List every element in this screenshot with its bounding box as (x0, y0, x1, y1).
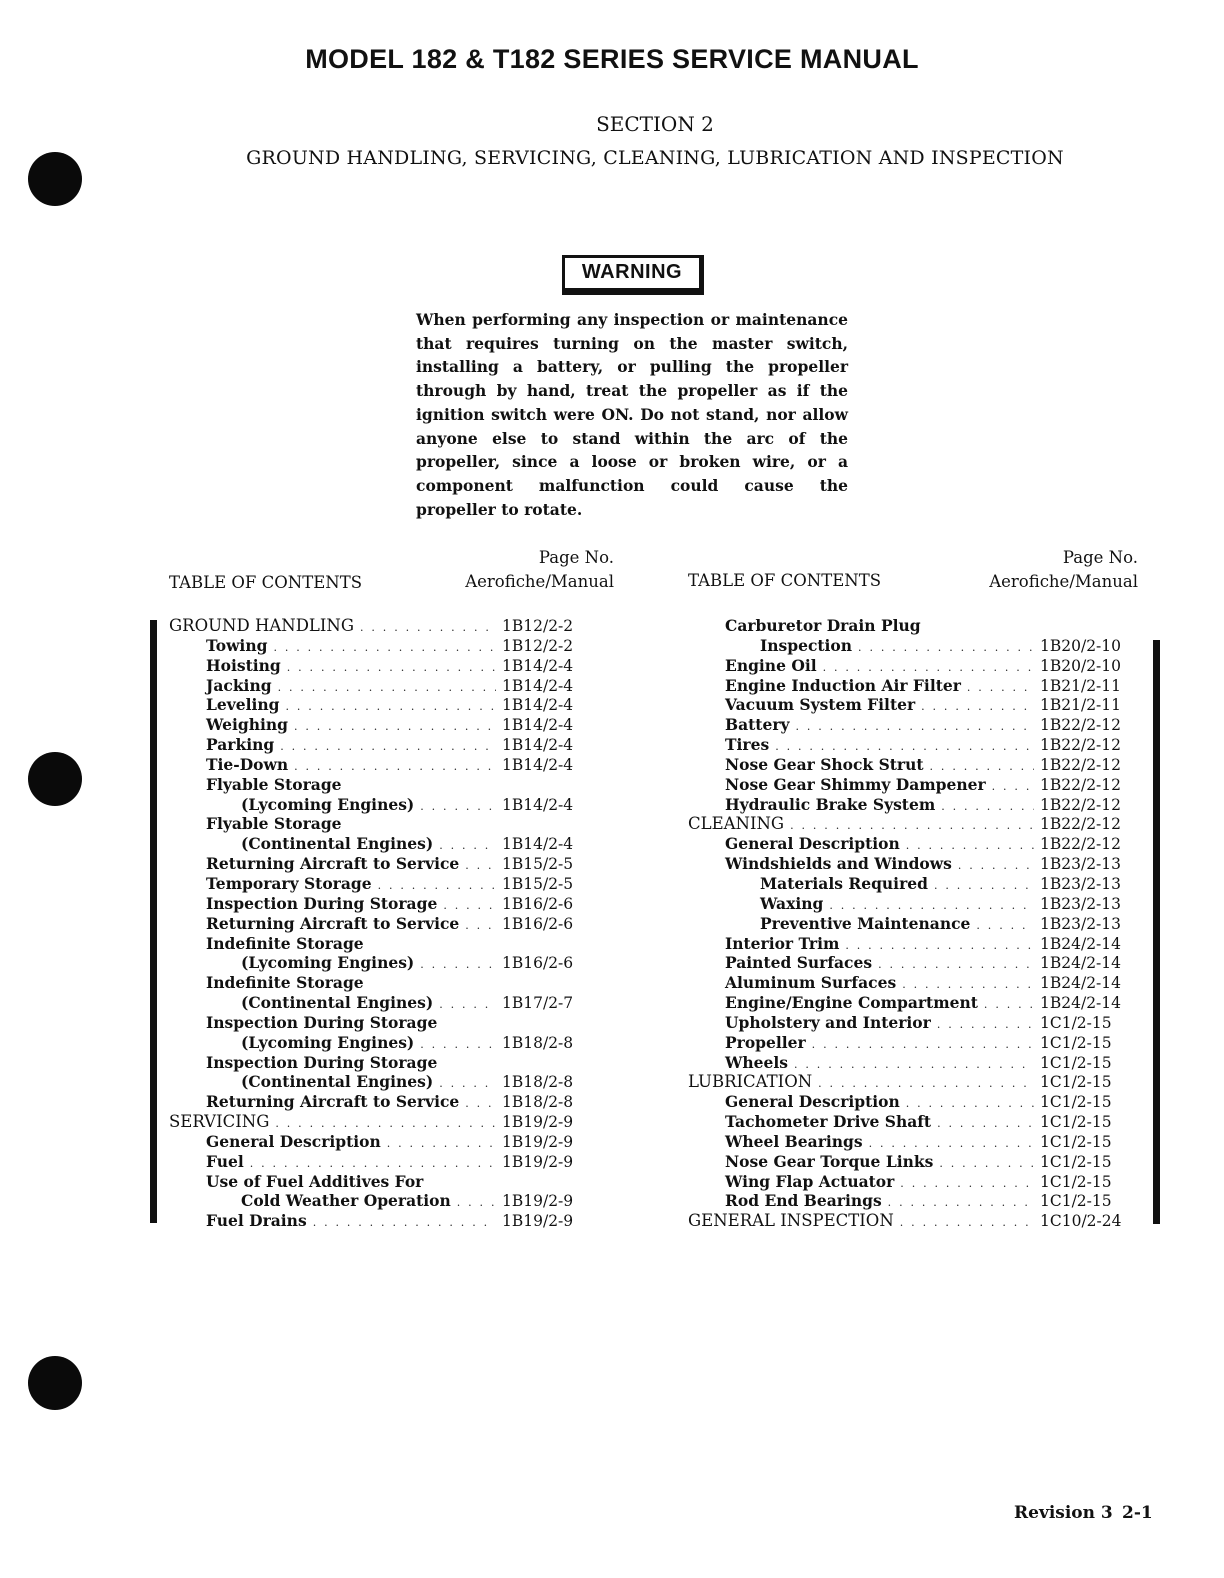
dot-leader (921, 697, 1034, 717)
toc-left-list (169, 616, 594, 1231)
toc-entry (688, 1013, 1124, 1033)
dot-leader (984, 995, 1034, 1015)
aerofiche-manual-label: Aerofiche/Manual (465, 572, 614, 591)
dot-leader (286, 697, 496, 717)
toc-entry-page: 1B24/2-14 (1040, 954, 1122, 973)
toc-entry (688, 934, 1124, 954)
toc-entry (169, 1152, 594, 1172)
toc-entry-label: Temporary Storage (206, 873, 372, 893)
toc-entry (169, 834, 594, 854)
revision-label: Revision 3 (1014, 1503, 1113, 1523)
dot-leader (858, 638, 1034, 658)
toc-entry-label: Use of Fuel Additives For (206, 1171, 424, 1191)
toc-entry-page: 1C1/2-15 (1040, 1172, 1112, 1191)
toc-entry-label: Tie-Down (206, 754, 289, 774)
toc-entry-label: Nose Gear Shock Strut (725, 754, 924, 774)
toc-entry-label: Fuel (206, 1151, 244, 1171)
dot-leader (794, 1055, 1034, 1075)
dot-leader (278, 678, 496, 698)
toc-entry-label: Wheel Bearings (725, 1131, 863, 1151)
dot-leader (900, 1213, 1034, 1233)
toc-entry (169, 676, 594, 696)
dot-leader (360, 618, 496, 638)
toc-entry-label: Wing Flap Actuator (725, 1171, 895, 1191)
toc-entry (169, 1132, 594, 1152)
dot-leader (967, 678, 1034, 698)
toc-entry-page: 1C1/2-15 (1040, 1132, 1112, 1151)
toc-entry (688, 636, 1124, 656)
toc-entry-label: (Lycoming Engines) (241, 1032, 415, 1052)
toc-entry-page: 1B14/2-4 (502, 736, 574, 755)
toc-entry-page: 1B24/2-14 (1040, 994, 1122, 1013)
toc-entry-label: Parking (206, 735, 275, 755)
toc-entry (688, 795, 1124, 815)
toc-entry-page: 1C1/2-15 (1040, 1053, 1112, 1072)
toc-left-heading: TABLE OF CONTENTS (169, 573, 362, 592)
toc-entry-label: (Continental Engines) (241, 993, 434, 1013)
toc-entry (688, 993, 1124, 1013)
dot-leader (937, 1015, 1034, 1035)
toc-entry-label: Rod End Bearings (725, 1191, 882, 1211)
toc-entry-page: 1B22/2-12 (1040, 736, 1122, 755)
toc-entry-page: 1C1/2-15 (1040, 1013, 1112, 1032)
toc-entry-label: Propeller (725, 1032, 806, 1052)
toc-entry-page: 1C1/2-15 (1040, 1073, 1112, 1092)
toc-entry (169, 914, 594, 934)
toc-entry-label: Cold Weather Operation (241, 1191, 451, 1211)
toc-entry-label: GENERAL INSPECTION (688, 1211, 894, 1231)
toc-entry-label: Preventive Maintenance (760, 913, 971, 933)
manual-title: MODEL 182 & T182 SERIES SERVICE MANUAL (305, 44, 919, 74)
toc-right-heading: TABLE OF CONTENTS (688, 571, 881, 590)
dot-leader (878, 955, 1034, 975)
toc-entry-label: Upholstery and Interior (725, 1012, 931, 1032)
toc-entry-page: 1B14/2-4 (502, 656, 574, 675)
toc-entry-label: Engine Induction Air Filter (725, 675, 961, 695)
toc-entry (169, 993, 594, 1013)
toc-entry-page: 1C1/2-15 (1040, 1152, 1112, 1171)
toc-entry (169, 894, 594, 914)
page-no-label: Page No. (1062, 548, 1138, 567)
toc-entry-page: 1C1/2-15 (1040, 1033, 1112, 1052)
toc-entry (169, 953, 594, 973)
toc-entry-page: 1B14/2-4 (502, 795, 574, 814)
toc-entry-page: 1B22/2-12 (1040, 795, 1122, 814)
dot-leader (465, 916, 496, 936)
toc-entry-page: 1B12/2-2 (502, 617, 574, 635)
toc-entry-label: Indefinite Storage (206, 933, 364, 953)
toc-entry (169, 735, 594, 755)
toc-entry (688, 715, 1124, 735)
toc-entry-label: Engine Oil (725, 655, 817, 675)
toc-entry-label: CLEANING (688, 814, 785, 834)
toc-entry-page: 1B22/2-12 (1040, 755, 1122, 774)
toc-entry-label: GROUND HANDLING (169, 616, 355, 635)
toc-entry (688, 1092, 1124, 1112)
toc-entry-page: 1C1/2-15 (1040, 1093, 1112, 1112)
toc-entry-label: Fuel Drains (206, 1211, 307, 1231)
dot-leader (796, 717, 1035, 737)
toc-entry-label: Engine/Engine Compartment (725, 993, 978, 1013)
toc-entry (169, 795, 594, 815)
toc-entry-page: 1B19/2-9 (502, 1212, 574, 1231)
toc-entry-page: 1B20/2-10 (1040, 656, 1122, 675)
toc-entry (169, 1191, 594, 1211)
toc-entry-label: Carburetor Drain Plug (725, 616, 921, 635)
toc-entry-page: 1B14/2-4 (502, 696, 574, 715)
revision-bar-right (1153, 640, 1160, 1224)
toc-entry (169, 695, 594, 715)
toc-entry-page: 1B15/2-5 (502, 855, 574, 874)
dot-leader (812, 1035, 1034, 1055)
dot-leader (888, 1193, 1034, 1213)
toc-entry-page: 1B19/2-9 (502, 1113, 574, 1132)
binder-hole-middle (28, 752, 82, 806)
toc-entry (169, 1033, 594, 1053)
toc-entry-label: Nose Gear Shimmy Dampener (725, 774, 986, 794)
toc-entry-label: Returning Aircraft to Service (206, 854, 460, 874)
toc-entry-label: SERVICING (169, 1112, 270, 1132)
toc-entry-label: Leveling (206, 695, 280, 715)
toc-entry-page: 1B22/2-12 (1040, 716, 1122, 735)
toc-entry-label: Returning Aircraft to Service (206, 913, 460, 933)
toc-entry (688, 854, 1124, 874)
toc-entry-page: 1B18/2-8 (502, 1073, 574, 1092)
toc-entry-label: Waxing (760, 893, 824, 913)
toc-entry-label: Tires (725, 735, 770, 755)
dot-leader (439, 995, 496, 1015)
dot-leader (976, 916, 1034, 936)
toc-entry-label: Flyable Storage (206, 814, 342, 834)
toc-entry (169, 1013, 594, 1033)
toc-entry (688, 1172, 1124, 1192)
toc-entry-label: Hoisting (206, 655, 281, 675)
toc-entry (688, 814, 1124, 834)
toc-entry-page: 1B19/2-9 (502, 1152, 574, 1171)
toc-entry-page: 1C1/2-15 (1040, 1113, 1112, 1132)
toc-entry-label: Inspection During Storage (206, 893, 438, 913)
toc-entry-label: Towing (206, 635, 268, 655)
dot-leader (287, 658, 496, 678)
toc-entry-page: 1B16/2-6 (502, 914, 574, 933)
dot-leader (941, 797, 1034, 817)
toc-entry (169, 814, 594, 834)
dot-leader (294, 717, 496, 737)
toc-right-page-heading (970, 546, 1138, 594)
page-number: 2-1 (1122, 1503, 1153, 1523)
toc-entry-page: 1B24/2-14 (1040, 934, 1122, 953)
dot-leader (939, 1154, 1034, 1174)
toc-entry-label: Returning Aircraft to Service (206, 1092, 460, 1112)
toc-entry-label: Vacuum System Filter (725, 695, 916, 715)
toc-entry (688, 775, 1124, 795)
toc-entry-label: LUBRICATION (688, 1072, 813, 1092)
toc-entry (169, 755, 594, 775)
dot-leader (937, 1114, 1034, 1134)
toc-entry-page: 1C10/2-24 (1040, 1212, 1122, 1231)
toc-entry (688, 914, 1124, 934)
toc-entry (169, 1072, 594, 1092)
toc-entry-label: Indefinite Storage (206, 973, 364, 993)
toc-entry (688, 894, 1124, 914)
page-no-label: Page No. (538, 548, 614, 567)
revision-bar-left (150, 620, 157, 1223)
toc-entry (169, 934, 594, 954)
toc-entry (169, 874, 594, 894)
toc-entry (169, 973, 594, 993)
toc-entry (688, 1152, 1124, 1172)
toc-entry-page: 1B12/2-2 (502, 636, 574, 655)
toc-entry (169, 616, 594, 636)
toc-entry-label: Interior Trim (725, 933, 840, 953)
toc-entry-label: Aluminum Surfaces (725, 973, 897, 993)
toc-entry (169, 1211, 594, 1231)
toc-entry-page: 1B18/2-8 (502, 1033, 574, 1052)
toc-entry (688, 616, 1124, 636)
toc-entry (169, 854, 594, 874)
toc-entry (169, 656, 594, 676)
toc-entry (169, 1092, 594, 1112)
section-number: SECTION 2 (596, 112, 714, 136)
toc-entry-page: 1B14/2-4 (502, 676, 574, 695)
toc-entry (688, 755, 1124, 775)
dot-leader (992, 777, 1034, 797)
dot-leader (313, 1213, 496, 1233)
toc-entry-label: Inspection During Storage (206, 1012, 438, 1032)
toc-entry-page: 1B14/2-4 (502, 755, 574, 774)
toc-entry-label: Materials Required (760, 873, 928, 893)
toc-entry-label: Weighing (206, 715, 288, 735)
dot-leader (845, 936, 1034, 956)
toc-right-list (688, 616, 1124, 1231)
toc-entry-label: Battery (725, 715, 790, 735)
toc-entry-page: 1B23/2-13 (1040, 914, 1122, 933)
toc-entry-label: (Lycoming Engines) (241, 794, 415, 814)
toc-entry-page: 1B21/2-11 (1040, 696, 1122, 715)
toc-entry (688, 1132, 1124, 1152)
toc-entry-label: Tachometer Drive Shaft (725, 1112, 932, 1132)
toc-entry-page: 1B17/2-7 (502, 994, 574, 1013)
dot-leader (457, 1193, 496, 1213)
toc-entry-page: 1B23/2-13 (1040, 894, 1122, 913)
toc-entry-page: 1B24/2-14 (1040, 974, 1122, 993)
toc-entry (169, 636, 594, 656)
toc-entry (169, 715, 594, 735)
toc-entry (688, 973, 1124, 993)
toc-entry-page: 1B14/2-4 (502, 835, 574, 854)
toc-entry-label: Nose Gear Torque Links (725, 1151, 934, 1171)
dot-leader (273, 638, 496, 658)
toc-entry (688, 834, 1124, 854)
toc-entry-label: Inspection During Storage (206, 1052, 438, 1072)
toc-entry-label: (Lycoming Engines) (241, 953, 415, 973)
toc-entry-page: 1B22/2-12 (1040, 775, 1122, 794)
toc-entry-page: 1B16/2-6 (502, 894, 574, 913)
dot-leader (280, 737, 496, 757)
toc-entry-label: Painted Surfaces (725, 953, 873, 973)
dot-leader (465, 856, 496, 876)
toc-entry (688, 1072, 1124, 1092)
toc-entry-label: General Description (725, 834, 900, 854)
dot-leader (900, 1174, 1034, 1194)
toc-entry (688, 656, 1124, 676)
toc-entry (688, 1211, 1124, 1231)
toc-entry-page: 1B20/2-10 (1040, 636, 1122, 655)
toc-entry-page: 1B18/2-8 (502, 1093, 574, 1112)
toc-entry (169, 1112, 594, 1132)
toc-entry-page: 1B23/2-13 (1040, 874, 1122, 893)
toc-entry-page: 1B15/2-5 (502, 874, 574, 893)
toc-entry-page: 1B19/2-9 (502, 1132, 574, 1151)
toc-entry-page: 1B22/2-12 (1040, 815, 1122, 834)
toc-entry (169, 775, 594, 795)
dot-leader (420, 797, 496, 817)
toc-entry-label: (Continental Engines) (241, 1072, 434, 1092)
toc-entry (169, 1172, 594, 1192)
toc-entry (688, 953, 1124, 973)
toc-entry (688, 1112, 1124, 1132)
toc-entry-label: Windshields and Windows (725, 854, 952, 874)
toc-entry (688, 874, 1124, 894)
toc-entry (688, 1033, 1124, 1053)
dot-leader (934, 876, 1034, 896)
dot-leader (387, 1134, 496, 1154)
toc-entry (688, 695, 1124, 715)
toc-entry (688, 735, 1124, 755)
toc-entry (688, 676, 1124, 696)
toc-entry-page: 1C1/2-15 (1040, 1192, 1112, 1211)
binder-hole-bottom (28, 1356, 82, 1410)
dot-leader (420, 955, 496, 975)
dot-leader (958, 856, 1034, 876)
section-title: GROUND HANDLING, SERVICING, CLEANING, LUBRICATION AND INSPECTION (246, 147, 1064, 169)
toc-entry-label: Flyable Storage (206, 774, 342, 794)
toc-entry-page: 1B14/2-4 (502, 716, 574, 735)
warning-label: WARNING (562, 255, 704, 295)
toc-entry-page: 1B23/2-13 (1040, 855, 1122, 874)
toc-entry-page: 1B22/2-12 (1040, 835, 1122, 854)
dot-leader (465, 1094, 496, 1114)
toc-entry-page: 1B19/2-9 (502, 1192, 574, 1211)
toc-entry (688, 1053, 1124, 1073)
toc-entry-label: Wheels (725, 1052, 789, 1072)
toc-left-page-heading (450, 546, 614, 594)
toc-entry (688, 1191, 1124, 1211)
toc-entry-label: Inspection (760, 635, 853, 655)
warning-text: When performing any inspection or maintenance that requires turning on the master switch, installing a battery, or pulling the propeller through by hand, treat the propeller as if the ignition switch were ON. Do not stand, nor allow anyone else to stand within the arc of the propeller, since a loose or broken wire, or a component malfunction could cause the propeller to rotate. (416, 310, 848, 519)
toc-entry-label: Hydraulic Brake System (725, 794, 936, 814)
toc-entry-label: (Continental Engines) (241, 834, 434, 854)
toc-entry-page: 1B16/2-6 (502, 954, 574, 973)
aerofiche-manual-label: Aerofiche/Manual (989, 572, 1138, 591)
toc-entry-label: Jacking (206, 675, 272, 695)
toc-entry-label: General Description (725, 1092, 900, 1112)
toc-entry (169, 1053, 594, 1073)
toc-entry-page: 1B21/2-11 (1040, 676, 1122, 695)
toc-entry-label: General Description (206, 1131, 381, 1151)
